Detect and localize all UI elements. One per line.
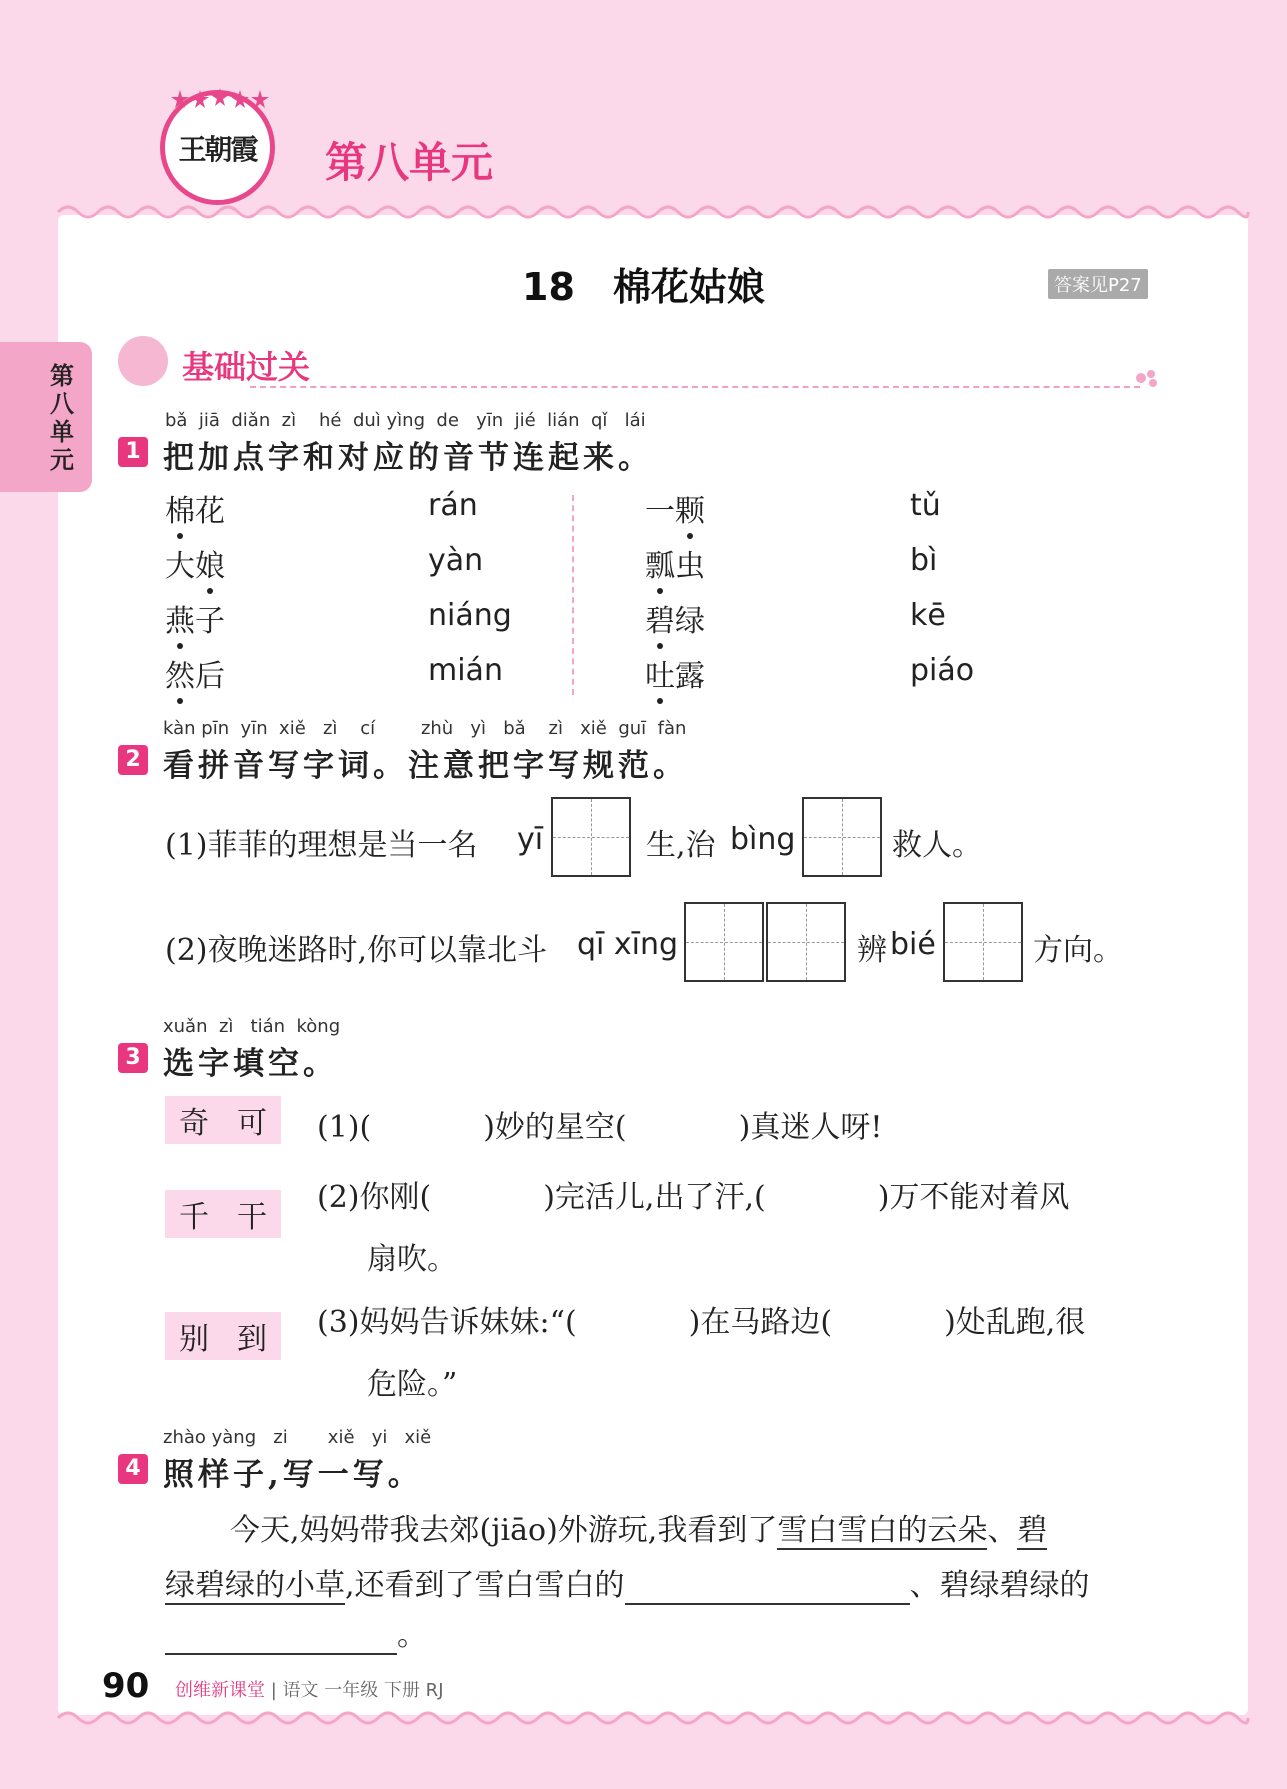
q1-left-syllable: mián [428, 653, 503, 688]
q1-divider [572, 495, 574, 695]
q1-instruction: 把加点字和对应的音节连起来。 [163, 440, 653, 476]
q2-line2-end: 方向。 [1033, 933, 1123, 968]
q4-line3: 。 [165, 1610, 427, 1655]
writing-grid-box[interactable] [684, 902, 764, 982]
q3-sentence-1: (1)( )妙的星空( )真迷人呀! [317, 1110, 883, 1145]
q1-right-word: 碧绿 [645, 604, 705, 639]
q3-sentence-2: (2)你刚( )完活儿,出了汗,( )万不能对着风 [317, 1180, 1070, 1215]
page-number: 90 [102, 1666, 150, 1706]
q2-instruction: 看拼音写字词。注意把字写规范。 [163, 748, 688, 784]
q1-left-word: 大娘 [165, 549, 225, 584]
side-tab-label: 第八单元 [50, 362, 74, 474]
q1-left-word: 燕子 [165, 604, 225, 639]
writing-grid-box[interactable] [766, 902, 846, 982]
q2-pinyin-bie: bié [890, 927, 936, 962]
q1-left-word: 然后 [165, 659, 225, 694]
q2-line2-text: (2)夜晚迷路时,你可以靠北斗 [165, 933, 548, 968]
q3-sentence-3-cont: 危险。” [367, 1367, 458, 1402]
choice-box: 别 到 [165, 1312, 281, 1360]
q1-left-syllable: niáng [428, 598, 512, 633]
q1-pinyin: bǎ jiā diǎn zì hé duì yìng de yīn jié lián qǐ lái [165, 410, 646, 431]
footer-info: 创维新课堂 | 语文 一年级 下册 RJ [175, 1680, 444, 1701]
q2-pinyin-yi: yī [517, 822, 544, 857]
writing-grid-box[interactable] [802, 797, 882, 877]
answer-blank[interactable] [625, 1568, 910, 1605]
q1-right-syllable: bì [910, 543, 938, 578]
q3-sentence-2-cont: 扇吹。 [367, 1242, 457, 1277]
q3-pinyin: xuǎn zì tián kòng [163, 1016, 341, 1037]
q1-right-word: 吐露 [645, 659, 705, 694]
q2-pinyin-bing: bìng [730, 822, 796, 857]
q4-line1: 今天,妈妈带我去郊(jiāo)外游玩,我看到了雪白雪白的云朵、碧 [230, 1513, 1048, 1548]
logo-text: 王朝霞 [178, 132, 257, 166]
dots-decoration-icon [1135, 368, 1161, 388]
star-crown-icon [170, 88, 270, 112]
q1-right-word: 瓢虫 [645, 549, 705, 584]
writing-grid-box[interactable] [943, 902, 1023, 982]
top-wave-border [0, 200, 1287, 222]
q4-instruction: 照样子,写一写。 [163, 1457, 423, 1493]
q1-right-word: 一颗 [645, 494, 705, 529]
q2-line1-text: (1)菲菲的理想是当一名 [165, 828, 478, 863]
choice-box: 奇 可 [165, 1096, 281, 1144]
q3-instruction: 选字填空。 [163, 1046, 338, 1082]
section-divider [250, 386, 1140, 388]
q2-number: 2 [118, 745, 148, 775]
writing-grid-box[interactable] [551, 797, 631, 877]
q1-left-syllable: yàn [428, 543, 484, 578]
q2-line1-end: 救人。 [892, 828, 982, 863]
q2-line1-mid: 生,治 [646, 828, 716, 863]
section-title: 基础过关 [182, 348, 311, 386]
q4-pinyin: zhào yàng zi xiě yi xiě [163, 1427, 432, 1448]
q1-right-syllable: piáo [910, 653, 975, 688]
q2-pinyin: kàn pīn yīn xiě zì cí zhù yì bǎ zì xiě guī fàn [163, 718, 687, 739]
side-unit-tab [0, 342, 92, 492]
q3-sentence-3: (3)妈妈告诉妹妹:“( )在马路边( )处乱跑,很 [317, 1305, 1086, 1340]
q1-right-syllable: tǔ [910, 488, 941, 523]
answer-blank[interactable] [165, 1618, 397, 1655]
bottom-wave-border [0, 1708, 1287, 1730]
q1-left-word: 棉花 [165, 494, 225, 529]
teacher-avatar-icon [118, 336, 168, 386]
q4-number: 4 [118, 1454, 148, 1484]
q1-left-syllable: rán [428, 488, 478, 523]
choice-box: 千 干 [165, 1190, 281, 1238]
q1-number: 1 [118, 437, 148, 467]
q2-line2-mid: 辨 [857, 933, 887, 968]
unit-title: 第八单元 [325, 138, 494, 187]
q3-number: 3 [118, 1043, 148, 1073]
q1-right-syllable: kē [910, 598, 946, 633]
q4-line2: 绿碧绿的小草,还看到了雪白雪白的 、碧绿碧绿的 [165, 1568, 1090, 1603]
answer-reference-tag: 答案见P27 [1048, 269, 1148, 299]
lesson-title: 18 棉花姑娘 [522, 265, 765, 309]
q2-pinyin-qixing: qī xīng [577, 927, 679, 962]
